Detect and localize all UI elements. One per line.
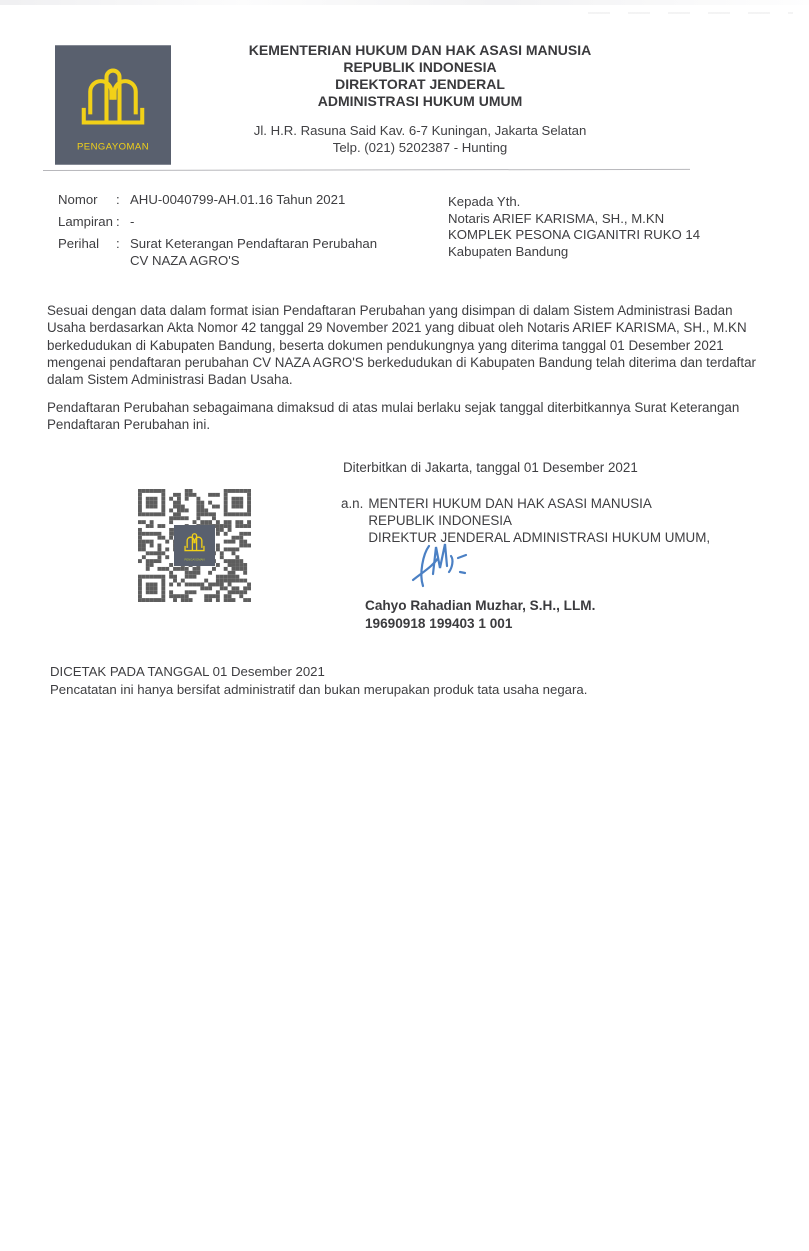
authority-line-1: MENTERI HUKUM DAN HAK ASASI MANUSIA bbox=[368, 496, 652, 511]
meta-label: Nomor bbox=[58, 192, 98, 207]
perihal-line-1: Surat Keterangan Pendaftaran Perubahan bbox=[130, 236, 378, 251]
ministry-logo bbox=[55, 45, 171, 165]
address-line-2: Telp. (021) 5202387 - Hunting bbox=[332, 140, 508, 155]
meta-value-nomor: AHU-0040799-AH.01.16 Tahun 2021 bbox=[130, 192, 346, 207]
meta-row-perihal bbox=[58, 235, 377, 269]
signer-block bbox=[365, 597, 595, 633]
meta-label: Perihal bbox=[58, 236, 100, 251]
qr-code bbox=[138, 489, 251, 602]
meta-colon: : bbox=[116, 192, 120, 207]
meta-value-lampiran: - bbox=[130, 214, 135, 229]
recipient-block bbox=[448, 194, 700, 260]
signature-ink bbox=[403, 534, 481, 594]
letterhead bbox=[230, 42, 610, 156]
authority-block bbox=[341, 495, 710, 546]
signer-name: Cahyo Rahadian Muzhar, S.H., LLM. bbox=[365, 598, 596, 613]
recipient-line-4: Kabupaten Bandung bbox=[448, 243, 569, 259]
signature-scribble-icon bbox=[403, 534, 481, 594]
recipient-line-1: Kepada Yth. bbox=[448, 194, 521, 209]
header-divider bbox=[43, 169, 690, 172]
ministry-name-line-1: KEMENTERIAN HUKUM DAN HAK ASASI MANUSIA bbox=[248, 42, 592, 58]
perihal-line-2: CV NAZA AGRO'S bbox=[130, 253, 240, 268]
ministry-name-line-3: DIREKTORAT JENDERAL bbox=[335, 76, 505, 92]
footer-printed-line: DICETAK PADA TANGGAL 01 Desember 2021 bbox=[50, 664, 325, 679]
body-paragraph-1: Sesuai dengan data dalam format isian Pendaftaran Perubahan yang disimpan di dalam Sistem Administrasi Badan Usaha berdasarkan Akta Nomor 42 tanggal 29 November 2021 yang dibuat oleh Notaris ARIEF KARISMA, SH., M.KN berkedudukan di Kabupaten Bandung, beserta dokumen pendukungnya yang diterima tanggal 01 Desember 2021 mengenai pendaftaran perubahan CV NAZA AGRO'S berkedudukan di Kabupaten Bandung telah diterima dan terdaftar dalam Sistem Administrasi Badan Usaha. bbox=[47, 303, 757, 388]
meta-colon: : bbox=[116, 236, 120, 251]
meta-colon: : bbox=[116, 214, 120, 229]
footer bbox=[50, 663, 587, 698]
scan-artifact-top bbox=[0, 0, 809, 5]
ministry-name-line-4: ADMINISTRASI HUKUM UMUM bbox=[317, 93, 523, 109]
authority-line-3: DIREKTUR JENDERAL ADMINISTRASI HUKUM UMUM, bbox=[368, 530, 711, 545]
meta-value-perihal bbox=[130, 235, 377, 269]
signer-nip: 19690918 199403 1 001 bbox=[365, 616, 513, 631]
meta-row-lampiran bbox=[58, 213, 377, 230]
qr-logo-label: PENGAYOMAN bbox=[184, 557, 205, 562]
footer-disclaimer: Pencatatan ini hanya bersifat administratif dan bukan merupakan produk tata usaha negara. bbox=[50, 681, 588, 697]
letter-meta bbox=[58, 191, 377, 274]
meta-row-nomor bbox=[58, 191, 377, 208]
authority-line-2: REPUBLIK INDONESIA bbox=[368, 513, 512, 528]
ministry-name-line-2: REPUBLIK INDONESIA bbox=[343, 59, 497, 75]
body-paragraph-2: Pendaftaran Perubahan sebagaimana dimaksud di atas mulai berlaku sejak tanggal diterbitkannya Surat Keterangan Pendaftaran Perubahan ini. bbox=[47, 400, 740, 433]
letterhead-address bbox=[230, 122, 610, 156]
recipient-line-3: KOMPLEK PESONA CIGANITRI RUKO 14 bbox=[448, 227, 701, 242]
pengayoman-emblem-icon bbox=[174, 525, 215, 566]
qr-center-logo bbox=[174, 525, 215, 566]
logo-label: PENGAYOMAN bbox=[76, 141, 150, 153]
scan-artifact-dashes bbox=[588, 12, 793, 14]
an-prefix: a.n. bbox=[341, 496, 364, 511]
recipient-line-2: Notaris ARIEF KARISMA, SH., M.KN bbox=[448, 210, 665, 226]
pengayoman-emblem-icon bbox=[55, 45, 171, 165]
issuance-line: Diterbitkan di Jakarta, tanggal 01 Desember 2021 bbox=[343, 460, 638, 475]
address-line-1: Jl. H.R. Rasuna Said Kav. 6-7 Kuningan, Jakarta Selatan bbox=[253, 123, 587, 138]
meta-label: Lampiran bbox=[58, 214, 113, 229]
